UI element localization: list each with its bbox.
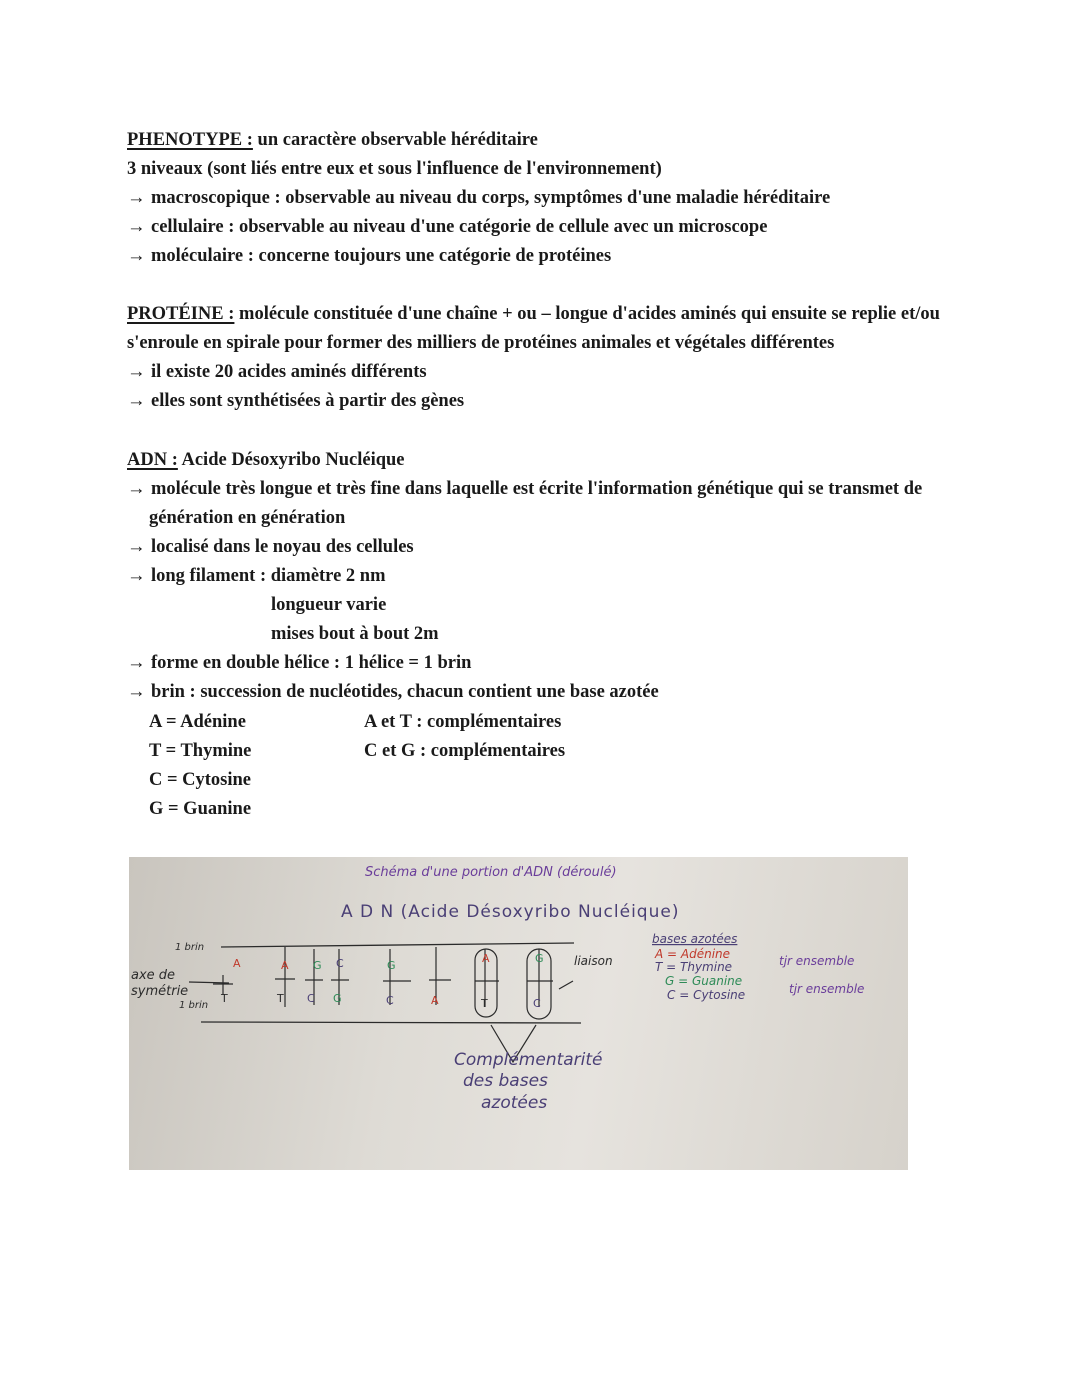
adn-item3-length: longueur varie (271, 595, 387, 615)
complementarity-line: azotées (481, 1093, 548, 1113)
phenotype-item (127, 213, 767, 242)
proteine-definition-line (127, 300, 940, 329)
label-symmetry: symétrie (131, 984, 189, 999)
phenotype-definition-line (127, 126, 538, 155)
legend-thymine: T = Thymine (655, 960, 733, 974)
complementarity-line: Complémentarité (454, 1050, 603, 1070)
legend-title: bases azotées (652, 932, 738, 946)
phenotype-definition: un caractère observable héréditaire (257, 130, 538, 150)
adn-item (127, 678, 659, 707)
base-bottom: C (386, 994, 394, 1007)
legend (652, 932, 864, 1002)
proteine-item (127, 387, 464, 416)
dna-rungs (213, 947, 553, 1007)
base-bottom: G (333, 992, 342, 1005)
arrow-icon: → (127, 566, 146, 586)
phenotype-item (127, 242, 611, 271)
complementarity-line: des bases (463, 1071, 548, 1091)
adn-item-text: molécule très longue et très fine dans laquelle est écrite l'information génétique qui se transmet de (151, 479, 923, 499)
dna-backbones (189, 943, 581, 1023)
base-top: G (387, 959, 396, 972)
base-thymine: T = Thymine (149, 741, 252, 761)
adn-item (127, 562, 385, 591)
legend-adenine: A = Adénine (655, 947, 731, 961)
whiteboard-subtitle: A D N (Acide Désoxyribo Nucléique) (341, 902, 680, 922)
phenotype-item-text: moléculaire : concerne toujours une catégorie de protéines (151, 246, 612, 266)
legend-note: tjr ensemble (779, 954, 855, 968)
base-top: A (281, 959, 289, 972)
adn-item-text: localisé dans le noyau des cellules (151, 537, 414, 557)
base-bottom: C (307, 992, 315, 1005)
adn-heading: ADN : (127, 450, 178, 470)
arrow-icon: → (127, 362, 146, 382)
arrow-icon: → (127, 391, 146, 411)
label-axis: axe de (131, 968, 176, 983)
base-bottom: T (481, 997, 488, 1010)
base-bottom: T (277, 992, 284, 1005)
base-cytosine: C = Cytosine (149, 770, 252, 790)
adn-item-continuation: génération en génération (149, 508, 346, 528)
phenotype-heading: PHENOTYPE : (127, 130, 253, 150)
pair-cg: C et G : complémentaires (364, 741, 566, 761)
phenotype-levels-intro: 3 niveaux (sont liés entre eux et sous l'influence de l'environnement) (127, 159, 662, 179)
pair-at: A et T : complémentaires (364, 712, 562, 732)
proteine-definition-1: molécule constituée d'une chaîne + ou – longue d'acides aminés qui ensuite se replie et/ou (239, 304, 940, 324)
proteine-item (127, 358, 427, 387)
complementarity-note (454, 1050, 603, 1113)
base-top: G (535, 952, 544, 965)
proteine-item-text: elles sont synthétisées à partir des gènes (151, 391, 465, 411)
base-bottom: C (533, 997, 541, 1010)
adn-item-text: long filament : diamètre 2 nm (151, 566, 386, 586)
base-bottom: A (431, 994, 439, 1007)
adn-item (127, 475, 922, 504)
arrow-icon: → (127, 246, 146, 266)
arrow-icon: → (127, 537, 146, 557)
base-top: C (336, 957, 344, 970)
highlighted-pairs (475, 949, 573, 1062)
phenotype-item (127, 184, 830, 213)
adn-item (127, 649, 471, 678)
arrow-icon: → (127, 479, 146, 499)
base-top: A (233, 957, 241, 970)
base-bottom: T (221, 992, 228, 1005)
label-strand-bottom: 1 brin (179, 1000, 209, 1011)
phenotype-item-text: cellulaire : observable au niveau d'une catégorie de cellule avec un microscope (151, 217, 768, 237)
label-strand-top: 1 brin (175, 942, 205, 953)
whiteboard-photo (129, 857, 908, 1170)
adn-item3-total: mises bout à bout 2m (271, 624, 439, 644)
adn-item (127, 533, 414, 562)
bottom-bases (220, 992, 541, 1010)
dna-diagram (129, 857, 908, 1170)
base-guanine: G = Guanine (149, 799, 252, 819)
arrow-icon: → (127, 653, 146, 673)
legend-note: tjr ensemble (789, 982, 865, 996)
proteine-definition-2: s'enroule en spirale pour former des milliers de protéines animales et végétales différentes (127, 333, 835, 353)
whiteboard-title: Schéma d'une portion d'ADN (déroulé) (365, 865, 617, 880)
liaison-label: liaison (574, 954, 613, 968)
proteine-heading: PROTÉINE : (127, 304, 235, 324)
adn-definition-line (127, 446, 405, 475)
phenotype-item-text: macroscopique : observable au niveau du corps, symptômes d'une maladie héréditaire (151, 188, 831, 208)
legend-guanine: G = Guanine (665, 974, 743, 988)
base-adenine: A = Adénine (149, 712, 246, 732)
adn-definition: Acide Désoxyribo Nucléique (181, 450, 405, 470)
proteine-item-text: il existe 20 acides aminés différents (151, 362, 427, 382)
legend-cytosine: C = Cytosine (667, 988, 746, 1002)
arrow-icon: → (127, 217, 146, 237)
adn-item-text: brin : succession de nucléotides, chacun contient une base azotée (151, 682, 659, 702)
adn-item-text: forme en double hélice : 1 hélice = 1 brin (151, 653, 472, 673)
base-top: G (313, 959, 322, 972)
base-top: A (482, 952, 490, 965)
arrow-icon: → (127, 682, 146, 702)
arrow-icon: → (127, 188, 146, 208)
